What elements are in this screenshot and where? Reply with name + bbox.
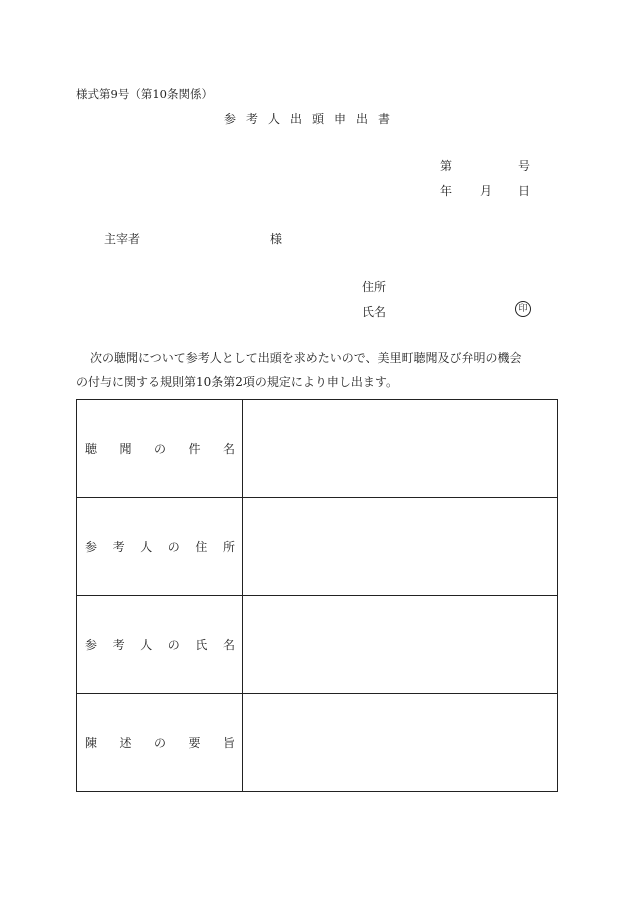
row-label-char: 住 <box>195 540 208 554</box>
date-month-label: 月 <box>480 184 493 198</box>
row-label-char: 要 <box>188 736 201 750</box>
row-value-field[interactable] <box>243 694 558 792</box>
form-number: 様式第9号（第10条関係） <box>76 87 213 101</box>
row-label-char: の <box>167 540 180 554</box>
address-label: 住所 <box>362 280 387 294</box>
row-label <box>77 440 242 457</box>
row-label <box>77 734 242 751</box>
document-title: 参考人出頭申出書 <box>224 112 401 126</box>
row-label-char: 旨 <box>222 736 235 750</box>
row-label <box>77 636 242 653</box>
table-row <box>77 694 558 792</box>
form-table-body <box>77 400 558 792</box>
row-value-field[interactable] <box>243 596 558 694</box>
row-label-char: 氏 <box>195 638 208 652</box>
row-value-field[interactable] <box>243 498 558 596</box>
row-label-char: 聞 <box>119 442 132 456</box>
row-label-cell <box>77 596 243 694</box>
row-label-char: 考 <box>112 540 125 554</box>
body-line-1: 次の聴聞について参考人として出頭を求めたいので、美里町聴聞及び弁明の機会 <box>90 351 522 365</box>
date-day-label: 日 <box>518 184 531 198</box>
row-label-cell <box>77 498 243 596</box>
row-label-char: 人 <box>140 540 153 554</box>
form-table <box>76 399 558 792</box>
row-label-char: の <box>153 736 166 750</box>
row-label-char: 参 <box>85 540 98 554</box>
seal-mark: 印 <box>515 301 531 317</box>
row-label-char: の <box>153 442 166 456</box>
row-label-char: 述 <box>119 736 132 750</box>
row-label-char: 件 <box>188 442 201 456</box>
row-label-cell <box>77 694 243 792</box>
row-label-char: 聴 <box>85 442 98 456</box>
row-label <box>77 538 242 555</box>
row-label-char: 人 <box>140 638 153 652</box>
recipient-role: 主宰者 <box>104 232 141 246</box>
table-row <box>77 498 558 596</box>
row-label-char: 所 <box>222 540 235 554</box>
table-row <box>77 400 558 498</box>
row-label-char: の <box>167 638 180 652</box>
body-line-2: の付与に関する規則第10条第2項の規定により申し出ます。 <box>76 375 398 389</box>
body-text <box>76 346 566 394</box>
number-prefix: 第 <box>440 159 453 173</box>
number-suffix: 号 <box>518 159 531 173</box>
recipient-honorific: 様 <box>270 232 283 246</box>
date-year-label: 年 <box>440 184 453 198</box>
row-label-char: 参 <box>85 638 98 652</box>
row-label-char: 陳 <box>85 736 98 750</box>
table-row <box>77 596 558 694</box>
name-label: 氏名 <box>362 305 387 319</box>
row-label-char: 考 <box>112 638 125 652</box>
row-label-cell <box>77 400 243 498</box>
row-label-char: 名 <box>222 638 235 652</box>
row-label-char: 名 <box>222 442 235 456</box>
row-value-field[interactable] <box>243 400 558 498</box>
